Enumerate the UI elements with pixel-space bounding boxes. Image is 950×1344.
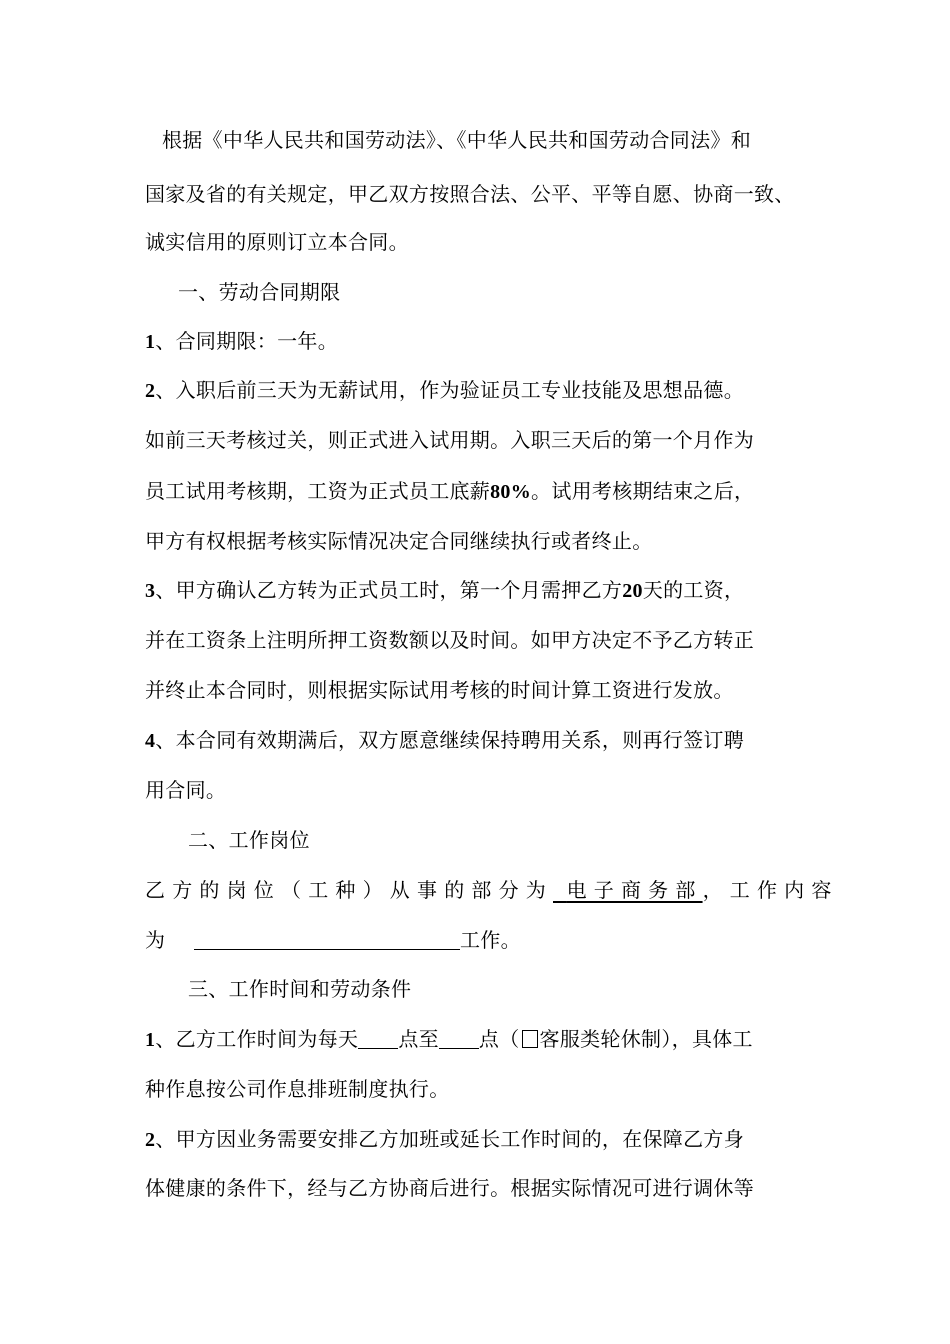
item-number: 3	[145, 580, 156, 602]
section-heading-3: 三、工作时间和劳动条件	[188, 977, 412, 1001]
item-text: 、甲方确认乙方转为正式员工时，第一个月需押乙方	[155, 578, 623, 602]
salary-percent: 80%	[490, 481, 532, 503]
s3-item-2-line-1	[145, 1126, 744, 1153]
item-number: 1	[145, 1029, 156, 1051]
s2-line-2	[145, 927, 521, 953]
end-hour-blank	[439, 1028, 479, 1049]
s1-item-4-line-2: 用合同。	[145, 778, 227, 802]
job-content-suffix: 工作。	[459, 928, 521, 952]
s1-item-2-line-4: 甲方有权根据考核实际情况决定合同继续执行或者终止。	[145, 529, 653, 553]
s1-item-3-line-1	[145, 577, 744, 604]
start-hour-blank	[358, 1028, 398, 1049]
checkbox-label: 客服类轮休制	[539, 1027, 662, 1051]
s1-item-1	[145, 328, 338, 355]
intro-line-2: 国家及省的有关规定，甲乙双方按照合法、公平、平等自愿、协商一致、	[145, 182, 795, 206]
item-text: 员工试用考核期，工资为正式员工底薪	[145, 479, 491, 503]
deposit-days: 20	[622, 580, 643, 602]
intro-line-1: 根据《中华人民共和国劳动法》、《中华人民共和国劳动合同法》和	[162, 128, 751, 152]
item-number: 2	[145, 380, 156, 402]
s1-item-2-line-1	[145, 377, 744, 404]
job-content-blank	[194, 929, 460, 950]
checkbox-icon	[522, 1030, 538, 1048]
section-heading-2: 二、工作岗位	[188, 828, 310, 852]
item-text: 。试用考核期结束之后，	[531, 479, 755, 503]
item-text: 、乙方工作时间为每天	[155, 1027, 359, 1051]
position-label: 乙方的岗位（工种）从事的部分为	[145, 878, 553, 902]
item-text: 、入职后前三天为无薪试用，作为验证员工专业技能及思想品德。	[155, 378, 745, 402]
item-text: 天的工资，	[642, 578, 745, 602]
job-content-label: 为	[145, 928, 166, 952]
item-text: 、本合同有效期满后，双方愿意继续保持聘用关系，则再行签订聘	[155, 728, 745, 752]
s1-item-2-line-3	[145, 478, 754, 505]
s1-item-4-line-1	[145, 727, 744, 754]
item-number: 4	[145, 730, 156, 752]
intro-line-3: 诚实信用的原则订立本合同。	[145, 230, 409, 254]
item-text: 点（	[478, 1027, 520, 1051]
item-text: 、合同期限：一年。	[155, 329, 339, 353]
s3-item-2-line-2: 体健康的条件下，经与乙方协商后进行。根据实际情况可进行调休等	[145, 1176, 754, 1200]
department-value: 电子商务部	[566, 878, 703, 902]
s1-item-2-line-2: 如前三天考核过关，则正式进入试用期。入职三天后的第一个月作为	[145, 428, 754, 452]
item-text: ），具体工	[661, 1027, 753, 1051]
s3-item-1-line-1	[145, 1026, 753, 1053]
position-text: ，工作内容	[702, 878, 839, 902]
s2-line-1	[145, 877, 839, 903]
item-text: 点至	[398, 1027, 439, 1051]
s1-item-3-line-3: 并终止本合同时，则根据实际试用考核的时间计算工资进行发放。	[145, 678, 734, 702]
section-heading-1: 一、劳动合同期限	[178, 280, 341, 304]
s3-item-1-line-2: 种作息按公司作息排班制度执行。	[145, 1077, 450, 1101]
item-text: 、甲方因业务需要安排乙方加班或延长工作时间的，在保障乙方身	[155, 1127, 745, 1151]
s1-item-3-line-2: 并在工资条上注明所押工资数额以及时间。如甲方决定不予乙方转正	[145, 628, 754, 652]
item-number: 2	[145, 1129, 156, 1151]
item-number: 1	[145, 331, 156, 353]
